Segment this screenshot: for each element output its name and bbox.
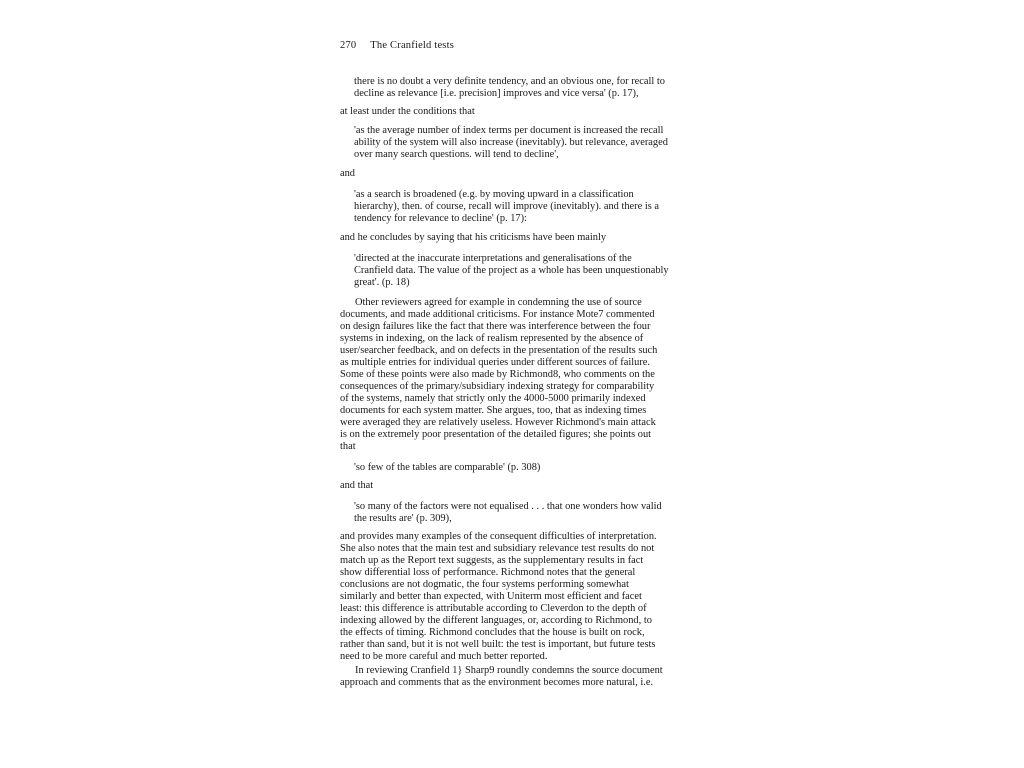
line-block	[340, 369, 758, 381]
text-line: the effects of timing. Richmond concludes that the house is built on rock,	[340, 627, 645, 638]
page-number: 270	[340, 40, 357, 51]
text-line: rather than sand, but it is not well built: the test is important, but future tests	[340, 639, 656, 650]
line-block	[340, 591, 758, 603]
line-block	[340, 253, 758, 265]
text-line: 'so few of the tables are comparable' (p. 308)	[354, 462, 541, 473]
line-block	[340, 677, 758, 689]
text-line: conclusions are not dogmatic, the four systems performing somewhat	[340, 579, 629, 590]
line-block	[340, 462, 758, 474]
line-block	[340, 357, 758, 369]
line-block	[340, 480, 758, 492]
page-header	[340, 40, 454, 51]
line-block	[340, 333, 758, 345]
line-block	[340, 381, 758, 393]
text-line: and he concludes by saying that his criticisms have been mainly	[340, 232, 607, 243]
text-line: 'directed at the inaccurate interpretations and generalisations of the	[354, 253, 632, 264]
text-line: consequences of the primary/subsidiary indexing strategy for comparability	[340, 381, 655, 392]
text-line: hierarchy), then. of course, recall will improve (inevitably). and there is a	[354, 201, 659, 212]
text-line: the results are' (p. 309),	[354, 513, 452, 524]
line-block	[340, 531, 758, 543]
line-block	[340, 615, 758, 627]
line-block	[340, 665, 758, 677]
text-line: tendency for relevance to decline' (p. 17):	[354, 213, 527, 224]
line-block	[340, 149, 758, 161]
line-block	[340, 405, 758, 417]
text-line: of the systems, namely that strictly only the 4000-5000 primarily indexed	[340, 393, 646, 404]
line-block	[340, 309, 758, 321]
line-block	[340, 76, 758, 88]
line-block	[340, 513, 758, 525]
line-block	[340, 321, 758, 333]
text-line: 'as a search is broadened (e.g. by moving upward in a classification	[354, 189, 634, 200]
line-block	[340, 429, 758, 441]
text-line: need to be more careful and much better reported.	[340, 651, 548, 662]
line-block	[340, 88, 758, 100]
line-block	[340, 441, 758, 453]
text-line: approach and comments that as the environment becomes more natural, i.e.	[340, 677, 654, 688]
text-line: least: this difference is attributable according to Cleverdon to the depth of	[340, 603, 647, 614]
line-block	[340, 345, 758, 357]
line-block	[340, 579, 758, 591]
line-block	[340, 393, 758, 405]
text-line: show differential loss of performance. Richmond notes that the general	[340, 567, 636, 578]
text-line: documents for each system matter. She argues, too, that as indexing times	[340, 405, 647, 416]
text-line: She also notes that the main test and subsidiary relevance test results do not	[340, 543, 655, 554]
line-block	[340, 627, 758, 639]
text-line: as multiple entries for individual queries under different sources of failure.	[340, 357, 650, 368]
line-block	[340, 137, 758, 149]
line-block	[340, 189, 758, 201]
line-block	[340, 603, 758, 615]
line-block	[340, 555, 758, 567]
line-block	[340, 277, 758, 289]
line-block	[340, 168, 758, 180]
text-line: were averaged they are relatively useless. However Richmond's main attack	[340, 417, 656, 428]
text-line: over many search questions. will tend to decline',	[354, 149, 559, 160]
line-block	[340, 106, 758, 118]
text-line: on design failures like the fact that there was interference between the four	[340, 321, 651, 332]
text-line: and that	[340, 480, 374, 491]
text-line: similarly and better than expected, with Uniterm most efficient and facet	[340, 591, 642, 602]
text-line: at least under the conditions that	[340, 106, 475, 117]
text-line: 'as the average number of index terms per document is increased the recall	[354, 125, 664, 136]
text-line: great'. (p. 18)	[354, 277, 410, 288]
text-line: decline as relevance [i.e. precision] improves and vice versa' (p. 17),	[354, 88, 639, 99]
line-block	[340, 265, 758, 277]
text-line: documents, and made additional criticisms. For instance Mote7 commented	[340, 309, 655, 320]
line-block	[340, 651, 758, 663]
line-block	[340, 417, 758, 429]
text-line: is on the extremely poor presentation of the detailed figures; she points out	[340, 429, 652, 440]
text-line: ability of the system will also increase (inevitably). but relevance, averaged	[354, 137, 668, 148]
text-line: and	[340, 168, 356, 179]
text-line: user/searcher feedback, and on defects in the presentation of the results such	[340, 345, 658, 356]
text-line: In reviewing Cranfield 1} Sharp9 roundly condemns the source document	[355, 665, 663, 676]
text-line: 'so many of the factors were not equalised . . . that one wonders how valid	[354, 501, 662, 512]
text-line: Other reviewers agreed for example in condemning the use of source	[355, 297, 642, 308]
line-block	[340, 297, 758, 309]
text-line: that	[340, 441, 356, 452]
text-line: Cranfield data. The value of the project as a whole has been unquestionably	[354, 265, 669, 276]
text-line: indexing allowed by the different languages, or, according to Richmond, to	[340, 615, 652, 626]
line-block	[340, 213, 758, 225]
line-block	[340, 125, 758, 137]
line-block	[340, 567, 758, 579]
line-block	[340, 501, 758, 513]
text-line: match up as the Report text suggests, as the supplementary results in fact	[340, 555, 644, 566]
line-block	[340, 543, 758, 555]
line-block	[340, 201, 758, 213]
text-line: and provides many examples of the consequent difficulties of interpretation.	[340, 531, 657, 542]
text-line: there is no doubt a very definite tendency, and an obvious one, for recall to	[354, 76, 665, 87]
running-title: The Cranfield tests	[370, 40, 454, 51]
text-line: systems in indexing, on the lack of realism represented by the absence of	[340, 333, 644, 344]
line-block	[340, 639, 758, 651]
text-line: Some of these points were also made by Richmond8, who comments on the	[340, 369, 655, 380]
line-block	[340, 232, 758, 244]
